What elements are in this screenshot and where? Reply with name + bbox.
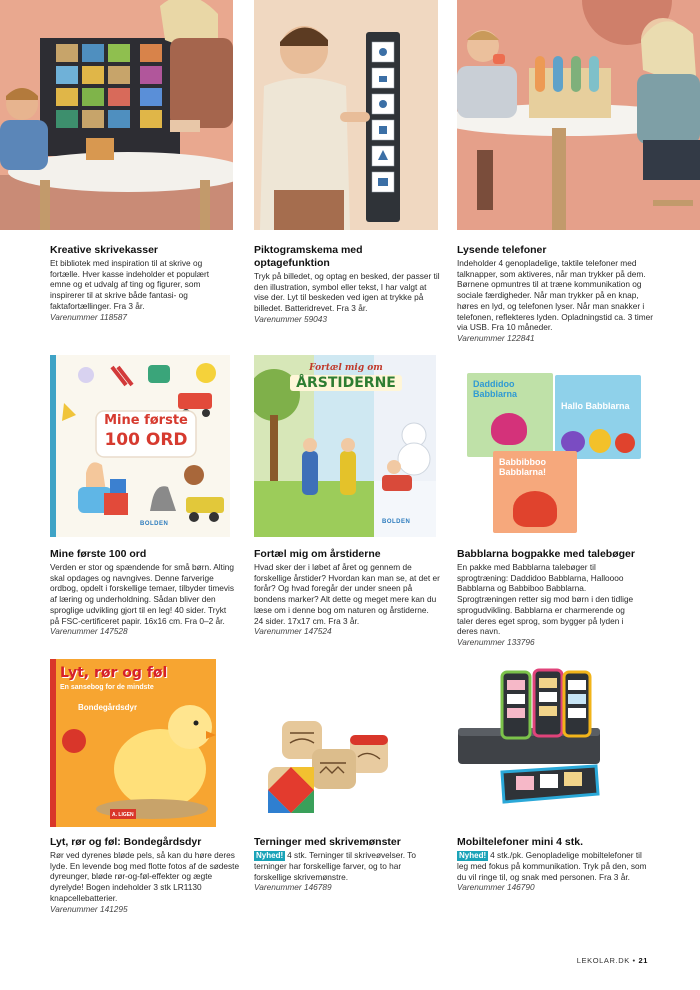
new-badge: Nyhed!	[256, 851, 284, 860]
product-sku: Varenummer 146790	[457, 882, 535, 893]
cover-title-line-1: Fortæl mig om	[309, 363, 383, 373]
product-description-block	[50, 258, 232, 322]
babblarna-character-icon	[615, 433, 635, 453]
product-description: Hvad sker der i løbet af året og gennem de forskellige årstider? Hvordan kan man se, at det er forår? Og hvad foregår der under sneen på bondens marker? Alt dette og meget mere kan du læse om i denne bog om naturen og årstiderne. 24 sider. 17x17 cm. Fra 3 år.	[254, 562, 440, 626]
product-description-block	[457, 850, 647, 893]
product-description-block	[254, 850, 428, 893]
publisher-logo: BOLDEN	[382, 519, 411, 525]
die-pattern-1	[312, 749, 356, 789]
book-cover-daddidoo	[467, 373, 553, 457]
product-description-block	[50, 850, 240, 914]
page-number: 21	[638, 956, 648, 965]
product-description-block	[254, 562, 440, 637]
product-photo-touch-feel-book	[50, 659, 216, 827]
product-photo-mini-phones	[456, 666, 606, 822]
loose-phone-blue	[502, 766, 598, 802]
product-photo-seasons-book	[254, 355, 436, 537]
product-description-block	[50, 562, 236, 637]
product-description-block	[457, 258, 653, 344]
cover-title-line-1: Mine første	[104, 413, 188, 428]
product-photo-writing-boxes	[0, 0, 233, 230]
die-color	[268, 767, 314, 813]
product-description: 4 stk. Terninger til skriveøvelser. To terninger har forskellige farver, og to har forskellige skrivemønstre.	[254, 850, 416, 882]
book-cover-topic: Bondegårdsdyr	[78, 703, 138, 712]
book-cover-label: Daddidoo Babblarna	[473, 379, 518, 399]
product-sku: Varenummer 59043	[254, 313, 328, 324]
writing-boxes-scene-illustration	[0, 0, 233, 230]
product-photo-pictogram-board	[254, 0, 438, 230]
product-description: Et bibliotek med inspiration til at skrive og fortælle. Hver kasse indeholder et populært emne og et udvalg af ting og figurer, som inspirerer til at skrive både fantasi- og faktafortællinger. Fra 3 år.	[50, 258, 210, 311]
new-badge: Nyhed!	[459, 851, 487, 860]
docked-phone-green	[502, 672, 530, 738]
babblarna-character-icon	[561, 431, 585, 453]
product-sku: Varenummer 133796	[457, 636, 535, 647]
footer-separator: •	[632, 956, 636, 965]
product-sku: Varenummer 147528	[50, 626, 128, 637]
product-sku: Varenummer 146789	[254, 882, 332, 893]
product-description: 4 stk./pk. Genopladelige mobiltelefoner til leg med fokus på kommunikation. Tryk på den, som du vil ringe til, og snak med personen. Fra 3 år.	[457, 850, 647, 882]
product-title: Lysende telefoner	[457, 244, 547, 256]
book-cover-title	[96, 412, 196, 451]
docked-phone-pink	[534, 670, 562, 736]
pictogram-board-scene-illustration	[254, 0, 438, 230]
cover-title-line-2: 100 ORD	[104, 430, 188, 450]
book-cover-label: Babbibboo Babblarna!	[499, 457, 547, 477]
product-description: Rør ved dyrenes bløde pels, så kan du høre deres lyde. En levende bog med flotte fotos af de sødeste dyreunger, bløde rør-og-føl-effekter og ægte dyrelyde! Bogen indeholder 3 stk LR1130 knapcellebatterier.	[50, 850, 240, 903]
product-sku: Varenummer 147524	[254, 626, 332, 637]
product-title: Mobiltelefoner mini 4 stk.	[457, 836, 584, 848]
publisher-logo: BOLDEN	[140, 521, 169, 527]
product-title: Terninger med skrivemønster	[254, 836, 401, 848]
cover-title-line-2: ÅRSTIDERNE	[290, 375, 402, 391]
product-description: Tryk på billedet, og optag en besked, der passer til den illustration, symbol eller tekst, I har valgt at vise der. Lyt til beskeden ved igen at trykke på billedet. Batteridrevet. Fra 3 år.	[254, 271, 440, 314]
product-title: Mine første 100 ord	[50, 548, 147, 560]
product-title: Lyt, rør og føl: Bondegårdsdyr	[50, 836, 202, 848]
product-description-block	[254, 271, 442, 325]
babblarna-character-icon	[513, 491, 557, 527]
product-title: Fortæl mig om årstiderne	[254, 548, 381, 560]
page-footer	[577, 956, 648, 965]
mini-phones-illustration	[456, 666, 606, 822]
product-photo-light-phones	[457, 0, 700, 230]
book-cover-title: Lyt, rør og føl	[60, 665, 168, 681]
product-sku: Varenummer 118587	[50, 311, 128, 322]
book-cover-hallo	[555, 375, 641, 459]
product-sku: Varenummer 141295	[50, 903, 128, 914]
product-title: Babblarna bogpakke med talebøger	[457, 548, 635, 560]
product-title: Kreative skrivekasser	[50, 244, 159, 256]
book-cover-title	[290, 363, 402, 391]
product-sku: Varenummer 122841	[457, 332, 535, 343]
book-cover-subtitle: En sansebog for de mindste	[60, 684, 154, 691]
product-description: Indeholder 4 genopladelige, taktile telefoner med talknapper, som aktiveres, når man trykker på dem. Børnene opmuntres til at træne kommunikation og sociale færdigheder. Når man trykker på en knap, høres en lyd, og telefonen lyser. Når man snakker i telefonen, reflekteres lyden. Opladningstid ca. 3 timer via USB. Fra 10 måneder.	[457, 258, 654, 333]
product-photo-babblarna-books	[457, 355, 657, 537]
babblarna-character-icon	[589, 429, 611, 453]
book-cover-label: Hallo Babblarna	[561, 401, 630, 411]
product-description-block	[457, 562, 643, 648]
product-photo-writing-dice	[260, 715, 400, 825]
writing-dice-illustration	[260, 715, 400, 825]
publisher-logo: A. LIGEN	[112, 812, 134, 818]
light-phones-scene-illustration	[457, 0, 700, 230]
book-cover-babbibboo	[493, 451, 577, 533]
babblarna-character-icon	[491, 413, 527, 445]
footer-site-link[interactable]: LEKOLAR.DK	[576, 956, 630, 965]
product-description: En pakke med Babblarna talebøger til sprogtræning: Daddidoo Babblarna, Halloooo Babblarna og Babbiboo Babblarna. Sprogtræningen retter sig mod børn i den tidlige sprogudvikling. Babblarna er charmerende og taler deres eget sprog, som bygger på lyden i deres navn.	[457, 562, 634, 637]
product-photo-first-100-words	[50, 355, 230, 537]
product-title: Piktogramskema med optagefunktion	[254, 244, 363, 269]
product-description: Verden er stor og spændende for små børn. Alting skal opdages og navngives. Denne farverige ordbog, opdelt i forskellige temaer, tilbyder timevis af læring og underholdning. Sådan bliver den sproglige udvikling gjort til en leg! 40 sider. Trykt på FSC-certificeret papir. 16x16 cm. Fra 0–2 år.	[50, 562, 235, 626]
docked-phone-yellow	[564, 672, 590, 736]
